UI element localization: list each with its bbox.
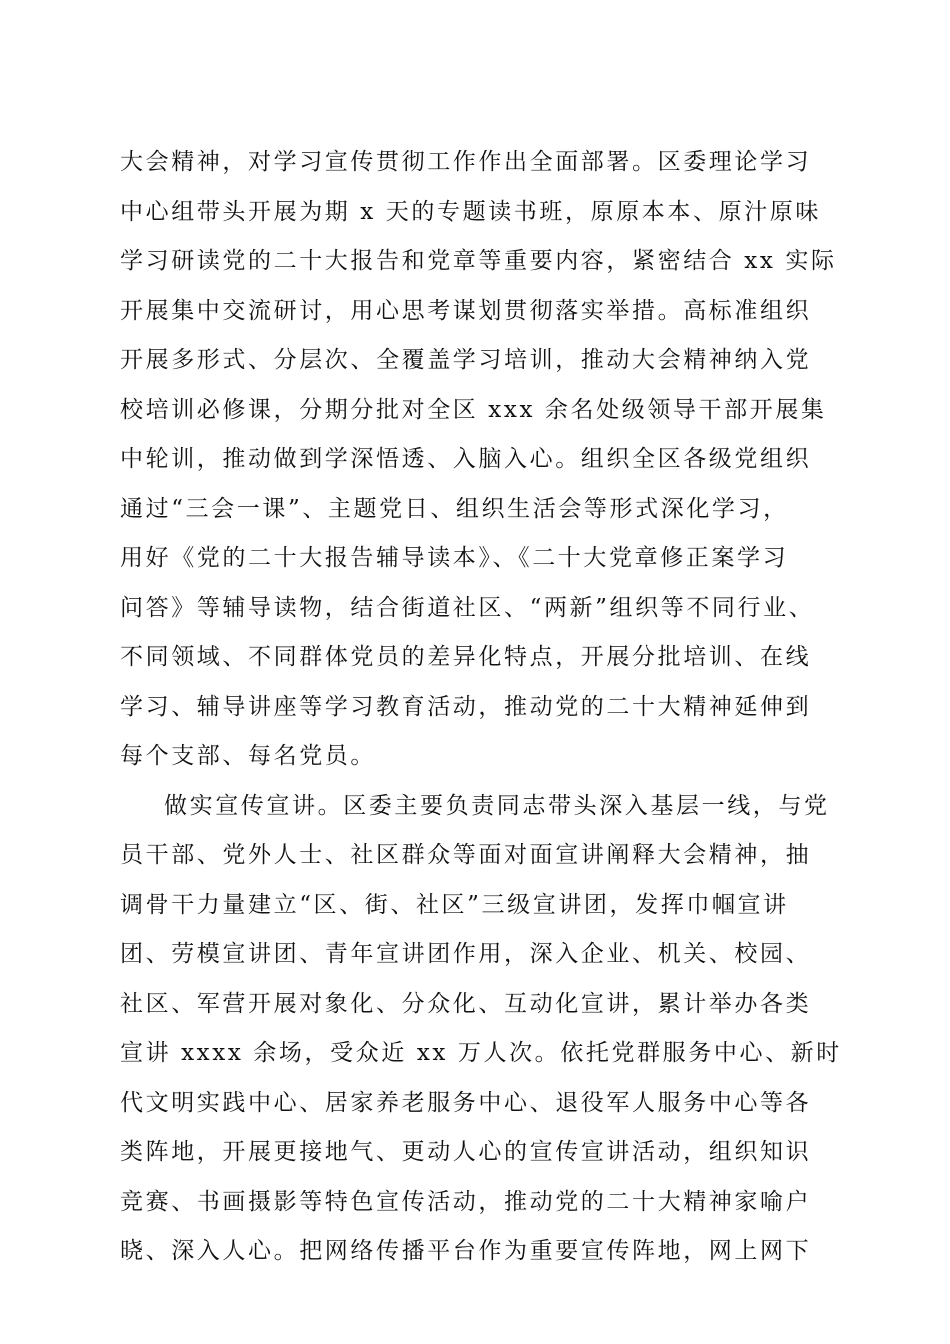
text-line: 每个支部、每名党员。 <box>120 743 376 769</box>
text-line: 中轮训，推动做到学深悟透、入脑入心。组织全区各级党组织 <box>120 446 812 472</box>
paragraph-publicity-lectures <box>120 782 840 1277</box>
paragraph-study-training <box>120 138 840 782</box>
text-line: 竞赛、书画摄影等特色宣传活动，推动党的二十大精神家喻户 <box>120 1188 812 1215</box>
text-line: 开展集中交流研讨，用心思考谋划贯彻落实举措。高标准组织 <box>120 297 812 324</box>
text-line: 员干部、党外人士、社区群众等面对面宣讲阐释大会精神，抽 <box>120 842 812 868</box>
text-line: 开展多形式、分层次、全覆盖学习培训，推动大会精神纳入党 <box>120 347 812 373</box>
text-line: 学习、辅导讲座等学习教育活动，推动党的二十大精神延伸到 <box>120 693 812 720</box>
text-line: 用好《党的二十大报告辅导读本》、《二十大党章修正案学习 <box>120 545 789 571</box>
text-line-indented: 做实宣传宣讲。区委主要负责同志带头深入基层一线，与党 <box>164 792 830 819</box>
text-line: 校培训必修课，分期分批对全区 xxx 余名处级领导干部开展集 <box>120 396 827 423</box>
text-line: 社区、军营开展对象化、分众化、互动化宣讲，累计举办各类 <box>120 990 812 1017</box>
text-line: 通过“三会一课”、主题党日、组织生活会等形式深化学习， <box>120 495 789 522</box>
text-line: 宣讲 xxxx 余场，受众近 xx 万人次。依托党群服务中心、新时 <box>120 1040 842 1066</box>
text-line: 中心组带头开展为期 x 天的专题读书班，原原本本、原汁原味 <box>120 198 821 225</box>
text-line: 问答》等辅导读物，结合街道社区、“两新”组织等不同行业、 <box>120 594 815 621</box>
text-line: 晓、深入人心。把网络传播平台作为重要宣传阵地，网上网下 <box>120 1238 812 1264</box>
text-line: 学习研读党的二十大报告和党章等重要内容，紧密结合 xx 实际 <box>120 248 837 274</box>
document-body <box>120 138 840 1277</box>
text-line: 调骨干力量建立“区、街、社区”三级宣讲团，发挥巾帼宣讲 <box>120 891 789 918</box>
text-line: 类阵地，开展更接地气、更动人心的宣传宣讲活动，组织知识 <box>120 1139 812 1165</box>
text-line: 团、劳模宣讲团、青年宣讲团作用，深入企业、机关、校园、 <box>120 941 812 967</box>
text-line: 不同领域、不同群体党员的差异化特点，开展分批培训、在线 <box>120 644 812 670</box>
text-line: 代文明实践中心、居家养老服务中心、退役军人服务中心等各 <box>120 1089 812 1116</box>
text-line: 大会精神，对学习宣传贯彻工作作出全面部署。区委理论学习 <box>120 149 812 175</box>
